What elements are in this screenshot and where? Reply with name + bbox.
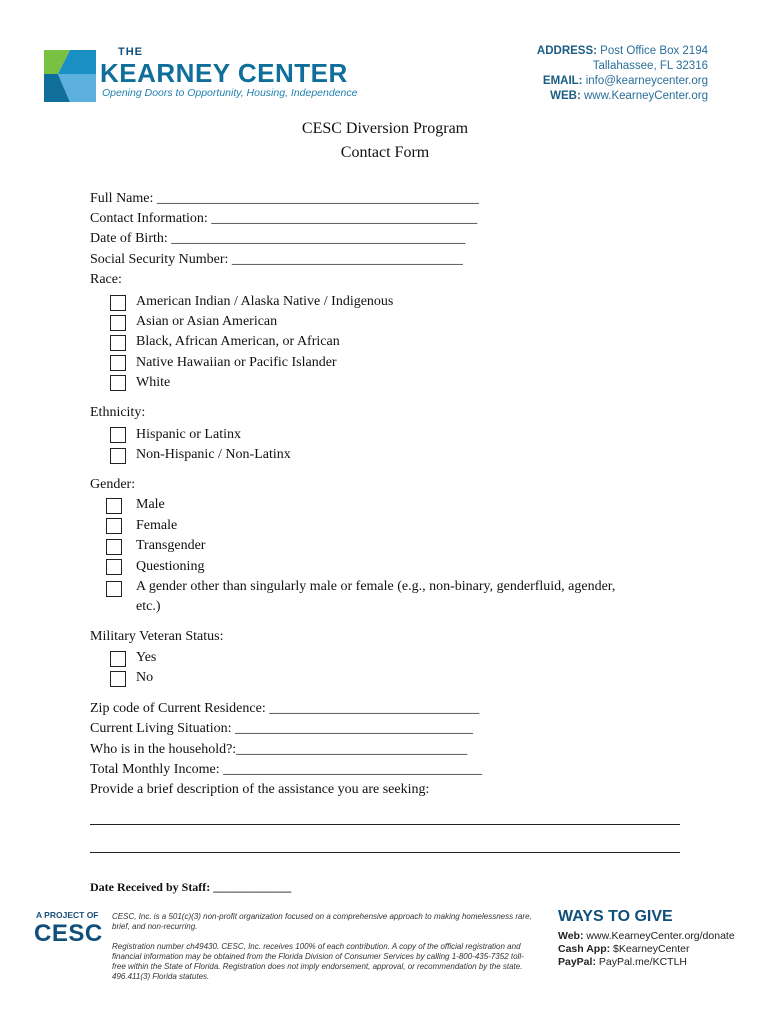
email-label: EMAIL: — [542, 75, 583, 87]
veteran-label: Military Veteran Status: — [90, 629, 224, 644]
give-web-line — [558, 930, 735, 942]
ways-to-give-heading: WAYS TO GIVE — [558, 908, 673, 925]
give-cash-line — [558, 943, 690, 955]
race-option-3: Black, African American, or African — [136, 334, 340, 349]
give-paypal-link[interactable]: PayPal.me/KCTLH — [598, 956, 687, 968]
household-field[interactable]: Who is in the household?:_________________________________ — [90, 742, 468, 757]
assistance-label: Provide a brief description of the assistance you are seeking: — [90, 782, 430, 797]
gender-option-1: Male — [136, 497, 165, 512]
race-checkbox-1[interactable] — [110, 295, 126, 311]
address-line1: Post Office Box 2194 — [600, 45, 708, 57]
assistance-line-2[interactable] — [90, 852, 680, 853]
gender-checkbox-5[interactable] — [106, 581, 122, 597]
race-option-2: Asian or Asian American — [136, 314, 278, 329]
give-cash-value: $KearneyCenter — [613, 943, 690, 955]
address-label: ADDRESS: — [536, 45, 597, 57]
dob-field[interactable]: Date of Birth: __________________________________________ — [90, 231, 466, 246]
zip-field[interactable]: Zip code of Current Residence: ______________________________ — [90, 701, 480, 716]
gender-checkbox-4[interactable] — [106, 559, 122, 575]
race-checkbox-2[interactable] — [110, 315, 126, 331]
kearney-center-logo-icon — [44, 44, 96, 102]
ethnicity-checkbox-1[interactable] — [110, 427, 126, 443]
assistance-line-1[interactable] — [90, 824, 680, 825]
race-option-5: White — [136, 375, 171, 390]
ethnicity-label: Ethnicity: — [90, 405, 146, 420]
cesc-logo: CESC — [34, 920, 103, 947]
email-value: info@kearneycenter.org — [585, 75, 708, 87]
ethnicity-option-2: Non-Hispanic / Non-Latinx — [136, 447, 291, 462]
web-label: WEB: — [550, 90, 581, 102]
veteran-option-no: No — [136, 670, 154, 685]
ssn-field[interactable]: Social Security Number: _________________________________ — [90, 252, 463, 267]
gender-option-5-cont: etc.) — [136, 599, 161, 614]
form-title: CESC Diversion Program — [301, 120, 469, 137]
living-situation-field[interactable]: Current Living Situation: __________________________________ — [90, 721, 474, 736]
footer-paragraph-2: Registration number ch49430. CESC, Inc. receives 100% of each contribution. A copy of the official registration and financial information may be obtained from the Florida Division of Consumer Services by calling 1-800-435-7352 toll-free within the State of Florida. Registration does not imply endorsement, approval, or recommendation by the state. 496.411(3) Florida statutes. — [112, 942, 524, 981]
gender-option-3: Transgender — [136, 538, 206, 553]
veteran-checkbox-yes[interactable] — [110, 651, 126, 667]
address-line2: Tallahassee, FL 32316 — [592, 60, 708, 72]
race-checkbox-3[interactable] — [110, 335, 126, 351]
gender-option-4: Questioning — [136, 559, 205, 574]
web-value: www.KearneyCenter.org — [583, 90, 708, 102]
gender-checkbox-3[interactable] — [106, 539, 122, 555]
gender-label: Gender: — [90, 477, 136, 492]
date-received-field[interactable]: Date Received by Staff: _____________ — [90, 880, 292, 894]
gender-option-5: A gender other than singularly male or female (e.g., non-binary, genderfluid, agender, — [136, 579, 616, 594]
veteran-checkbox-no[interactable] — [110, 671, 126, 687]
race-option-1: American Indian / Alaska Native / Indigenous — [136, 294, 394, 309]
form-subtitle: Contact Form — [340, 144, 430, 161]
income-field[interactable]: Total Monthly Income: _____________________________________ — [90, 762, 483, 777]
give-paypal-label: PayPal: — [558, 956, 596, 968]
logo-the: THE — [118, 46, 143, 58]
logo-name: KEARNEY CENTER — [100, 58, 348, 88]
give-cash-label: Cash App: — [558, 943, 611, 955]
footer-paragraph-1: CESC, Inc. is a 501(c)(3) non-profit organization focused on a comprehensive approach to making homelessness rare, brief, and non-recurring. — [112, 912, 532, 931]
race-label: Race: — [90, 272, 122, 287]
gender-checkbox-1[interactable] — [106, 498, 122, 514]
gender-option-2: Female — [136, 518, 178, 533]
project-of-label: A PROJECT OF — [36, 910, 99, 920]
race-option-4: Native Hawaiian or Pacific Islander — [136, 355, 337, 370]
race-checkbox-5[interactable] — [110, 375, 126, 391]
give-paypal-line — [558, 956, 687, 968]
veteran-option-yes: Yes — [136, 650, 157, 665]
give-web-label: Web: — [558, 930, 584, 942]
race-checkbox-4[interactable] — [110, 355, 126, 371]
contact-info-field[interactable]: Contact Information: ______________________________________ — [90, 211, 478, 226]
logo-tagline: Opening Doors to Opportunity, Housing, Independence — [102, 87, 358, 99]
give-web-link[interactable]: www.KearneyCenter.org/donate — [586, 930, 735, 942]
ethnicity-option-1: Hispanic or Latinx — [136, 427, 241, 442]
gender-checkbox-2[interactable] — [106, 518, 122, 534]
full-name-field[interactable]: Full Name: ______________________________________________ — [90, 191, 479, 206]
contact-block — [537, 44, 708, 104]
ethnicity-checkbox-2[interactable] — [110, 448, 126, 464]
